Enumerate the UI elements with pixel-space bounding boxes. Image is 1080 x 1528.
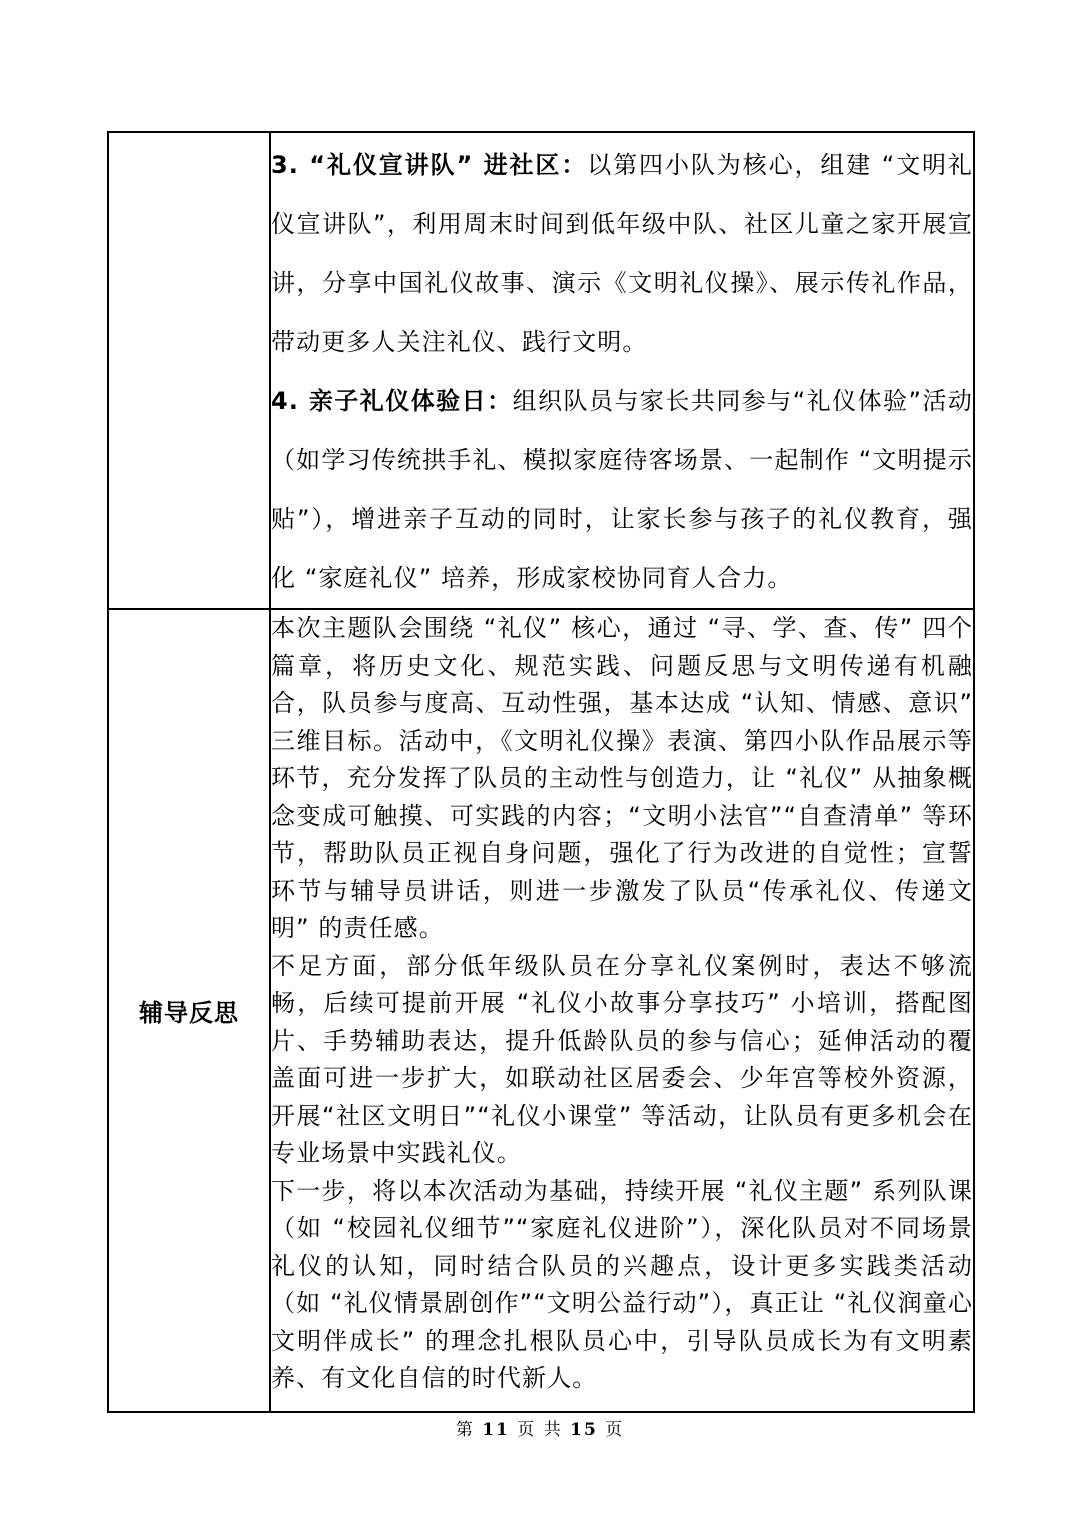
- activity-text: 组织队员与家长共同参与“礼仪体验”活动（如学习传统拱手礼、模拟家庭待客场景、一起制作 “文明提示贴”），增进亲子互动的同时，让家长参与孩子的礼仪教育，强化 “家庭礼仪” 培养，形成家校协同育人合力。: [271, 387, 973, 592]
- reflection-content-cell: [270, 609, 974, 1412]
- reflection-paragraph: 下一步，将以本次活动为基础，持续开展 “礼仪主题” 系列队课（如 “校园礼仪细节”“家庭礼仪进阶”），深化队员对不同场景礼仪的认知，同时结合队员的兴趣点，设计更多实践类活动（如 “礼仪情景剧创作”“文明公益行动”），真正让 “礼仪润童心 文明伴成长” 的理念扎根队员心中，引导队员成长为有文明素养、有文化自信的时代新人。: [271, 1176, 973, 1392]
- footer-middle: 页 共: [517, 1420, 563, 1440]
- activity-table: [107, 131, 975, 1413]
- empty-label-cell: [108, 132, 270, 609]
- footer-suffix: 页: [605, 1420, 625, 1440]
- activity-text: 以第四小队为核心，组建 “文明礼仪宣讲队”，利用周末时间到低年级中队、社区儿童之家开展宣讲，分享中国礼仪故事、演示《文明礼仪操》、展示传礼作品，带动更多人关注礼仪、践行文明。: [271, 151, 973, 356]
- activity-heading: 4. 亲子礼仪体验日：: [271, 387, 513, 415]
- current-page-number: 11: [482, 1420, 510, 1440]
- footer-prefix: 第: [455, 1420, 475, 1440]
- table-row: [108, 132, 974, 609]
- activity-item: [271, 136, 973, 372]
- reflection-label-cell: [108, 609, 270, 1412]
- total-page-number: 15: [570, 1420, 598, 1440]
- page-footer: [0, 1415, 1080, 1440]
- reflection-paragraph: 不足方面，部分低年级队员在分享礼仪案例时，表达不够流畅，后续可提前开展 “礼仪小故事分享技巧” 小培训，搭配图片、手势辅助表达，提升低龄队员的参与信心；延伸活动的覆盖面可进一步扩大，如联动社区居委会、少年宫等校外资源，开展“社区文明日”“礼仪小课堂” 等活动，让队员有更多机会在专业场景中实践礼仪。: [271, 951, 973, 1167]
- table-row: [108, 609, 974, 1412]
- activity-item: [271, 372, 973, 608]
- reflection-paragraph: 本次主题队会围绕 “礼仪” 核心，通过 “寻、学、查、传” 四个篇章，将历史文化、规范实践、问题反思与文明传递有机融合，队员参与度高、互动性强，基本达成 “认知、情感、意识” 三维目标。活动中，《文明礼仪操》表演、第四小队作品展示等环节，充分发挥了队员的主动性与创造力，让 “礼仪” 从抽象概念变成可触摸、可实践的内容；“文明小法官”“自查清单” 等环节，帮助队员正视自身问题，强化了行为改进的自觉性；宣誓环节与辅导员讲话，则进一步激发了队员“传承礼仪、传递文明” 的责任感。: [271, 614, 973, 942]
- activity-heading: 3. “礼仪宣讲队” 进社区：: [271, 151, 588, 179]
- reflection-label: 辅导反思: [139, 999, 239, 1027]
- extension-activities-cell: [270, 132, 974, 609]
